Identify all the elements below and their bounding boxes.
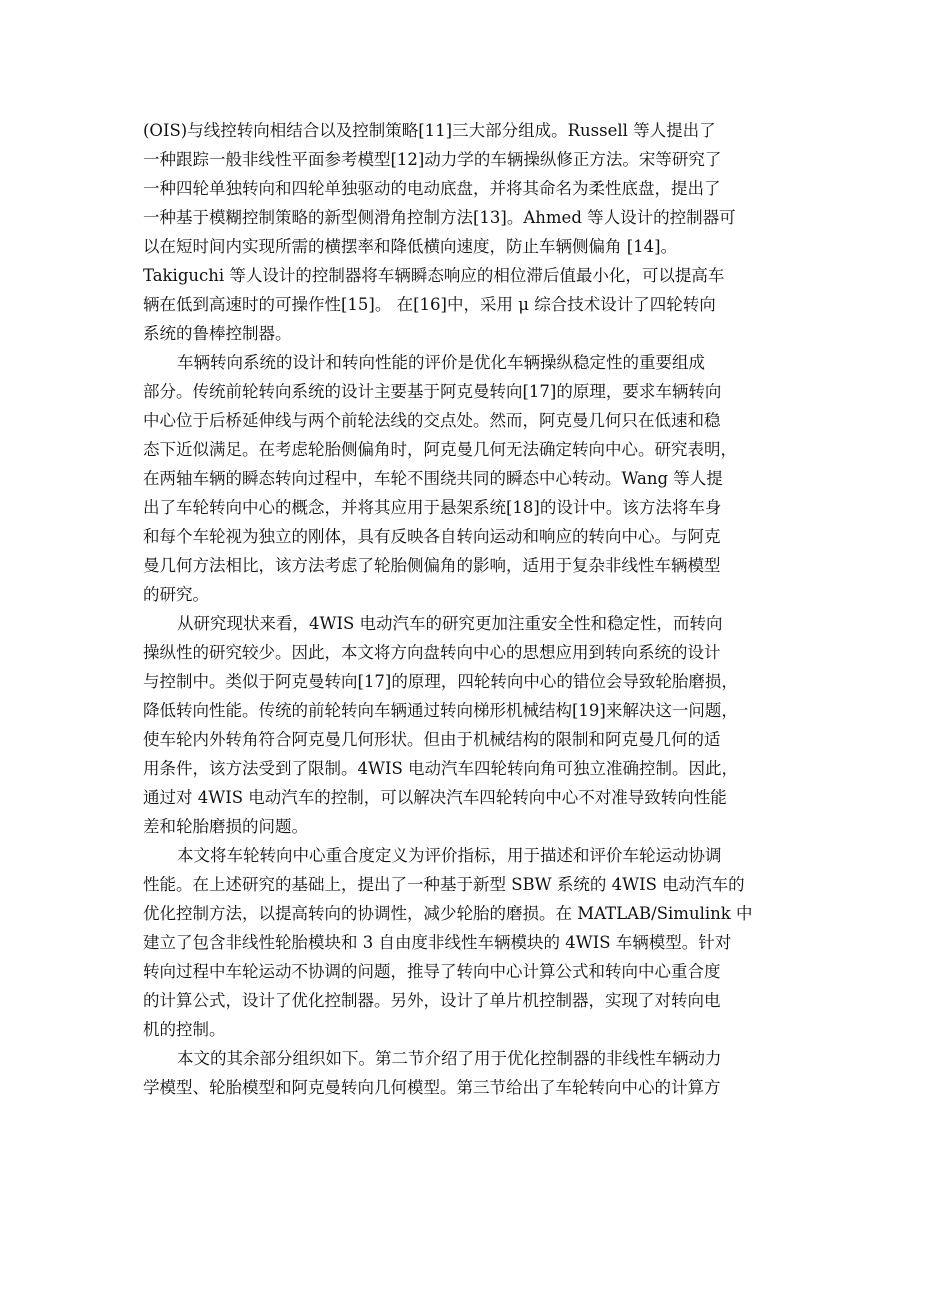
text-line: 的研究。: [143, 585, 209, 604]
text-line: 曼几何方法相比，该方法考虑了轮胎侧偏角的影响，适用于复杂非线性车辆模型: [143, 556, 721, 575]
text-line: 一种跟踪一般非线性平面参考模型[12]动力学的车辆操纵修正方法。宋等研究了: [143, 150, 722, 169]
text-line: 操纵性的研究较少。因此，本文将方向盘转向中心的思想应用到转向系统的设计: [143, 643, 721, 662]
text-line: 与控制中。类似于阿克曼转向[17]的原理，四轮转向中心的错位会导致轮胎磨损，: [143, 672, 738, 691]
text-line: 部分。传统前轮转向系统的设计主要基于阿克曼转向[17]的原理，要求车辆转向: [143, 382, 722, 401]
text-line: 一种基于模糊控制策略的新型侧滑角控制方法[13]。Ahmed 等人设计的控制器可: [143, 208, 736, 227]
text-line: 降低转向性能。传统的前轮转向车辆通过转向梯形机械结构[19]来解决这一问题，: [143, 701, 738, 720]
paragraph-2: [143, 348, 793, 609]
text-line: 本文将车轮转向中心重合度定义为评价指标，用于描述和评价车轮运动协调: [177, 846, 722, 865]
text-line: 用条件，该方法受到了限制。4WIS 电动汽车四轮转向角可独立准确控制。因此，: [143, 759, 739, 778]
text-line: 态下近似满足。在考虑轮胎侧偏角时，阿克曼几何无法确定转向中心。研究表明，: [143, 440, 737, 459]
text-line: 差和轮胎磨损的问题。: [143, 817, 308, 836]
text-line: 优化控制方法，以提高转向的协调性，减少轮胎的磨损。在 MATLAB/Simulink 中: [143, 904, 753, 923]
text-line: 和每个车轮视为独立的刚体，具有反映各自转向运动和响应的转向中心。与阿克: [143, 527, 721, 546]
text-line: 以在短时间内实现所需的横摆率和降低横向速度，防止车辆侧偏角 [14]。: [143, 237, 678, 256]
text-line: 使车轮内外转角符合阿克曼几何形状。但由于机械结构的限制和阿克曼几何的适: [143, 730, 721, 749]
text-line: 一种四轮单独转向和四轮单独驱动的电动底盘，并将其命名为柔性底盘，提出了: [143, 179, 721, 198]
text-line: 学模型、轮胎模型和阿克曼转向几何模型。第三节给出了车轮转向中心的计算方: [143, 1078, 721, 1097]
text-line: (OIS)与线控转向相结合以及控制策略[11]三大部分组成。Russell 等人提出了: [143, 121, 716, 140]
text-line: 通过对 4WIS 电动汽车的控制，可以解决汽车四轮转向中心不对准导致转向性能: [143, 788, 727, 807]
text-line: 在两轴车辆的瞬态转向过程中，车轮不围绕共同的瞬态中心转动。Wang 等人提: [143, 469, 723, 488]
text-line: 建立了包含非线性轮胎模块和 3 自由度非线性车辆模块的 4WIS 车辆模型。针对: [143, 933, 732, 952]
body-text: [143, 116, 793, 1102]
text-line: 的计算公式，设计了优化控制器。另外，设计了单片机控制器，实现了对转向电: [143, 991, 721, 1010]
text-line: 本文的其余部分组织如下。第二节介绍了用于优化控制器的非线性车辆动力: [177, 1049, 722, 1068]
paragraph-4: [143, 841, 793, 1044]
text-line: 从研究现状来看，4WIS 电动汽车的研究更加注重安全性和稳定性，而转向: [177, 614, 723, 633]
text-line: 系统的鲁棒控制器。: [143, 324, 292, 343]
text-line: 机的控制。: [143, 1020, 226, 1039]
text-line: 出了车轮转向中心的概念，并将其应用于悬架系统[18]的设计中。该方法将车身: [143, 498, 722, 517]
paragraph-3: [143, 609, 793, 841]
text-line: 车辆转向系统的设计和转向性能的评价是优化车辆操纵稳定性的重要组成: [177, 353, 705, 372]
paragraph-1: [143, 116, 793, 348]
text-line: 辆在低到高速时的可操作性[15]。 在[16]中，采用 μ 综合技术设计了四轮转向: [143, 295, 716, 314]
paragraph-5: [143, 1044, 793, 1102]
text-line: Takiguchi 等人设计的控制器将车辆瞬态响应的相位滞后值最小化，可以提高车: [143, 266, 725, 285]
text-line: 转向过程中车轮运动不协调的问题，推导了转向中心计算公式和转向中心重合度: [143, 962, 721, 981]
text-line: 中心位于后桥延伸线与两个前轮法线的交点处。然而，阿克曼几何只在低速和稳: [143, 411, 721, 430]
text-line: 性能。在上述研究的基础上，提出了一种基于新型 SBW 系统的 4WIS 电动汽车的: [143, 875, 745, 894]
